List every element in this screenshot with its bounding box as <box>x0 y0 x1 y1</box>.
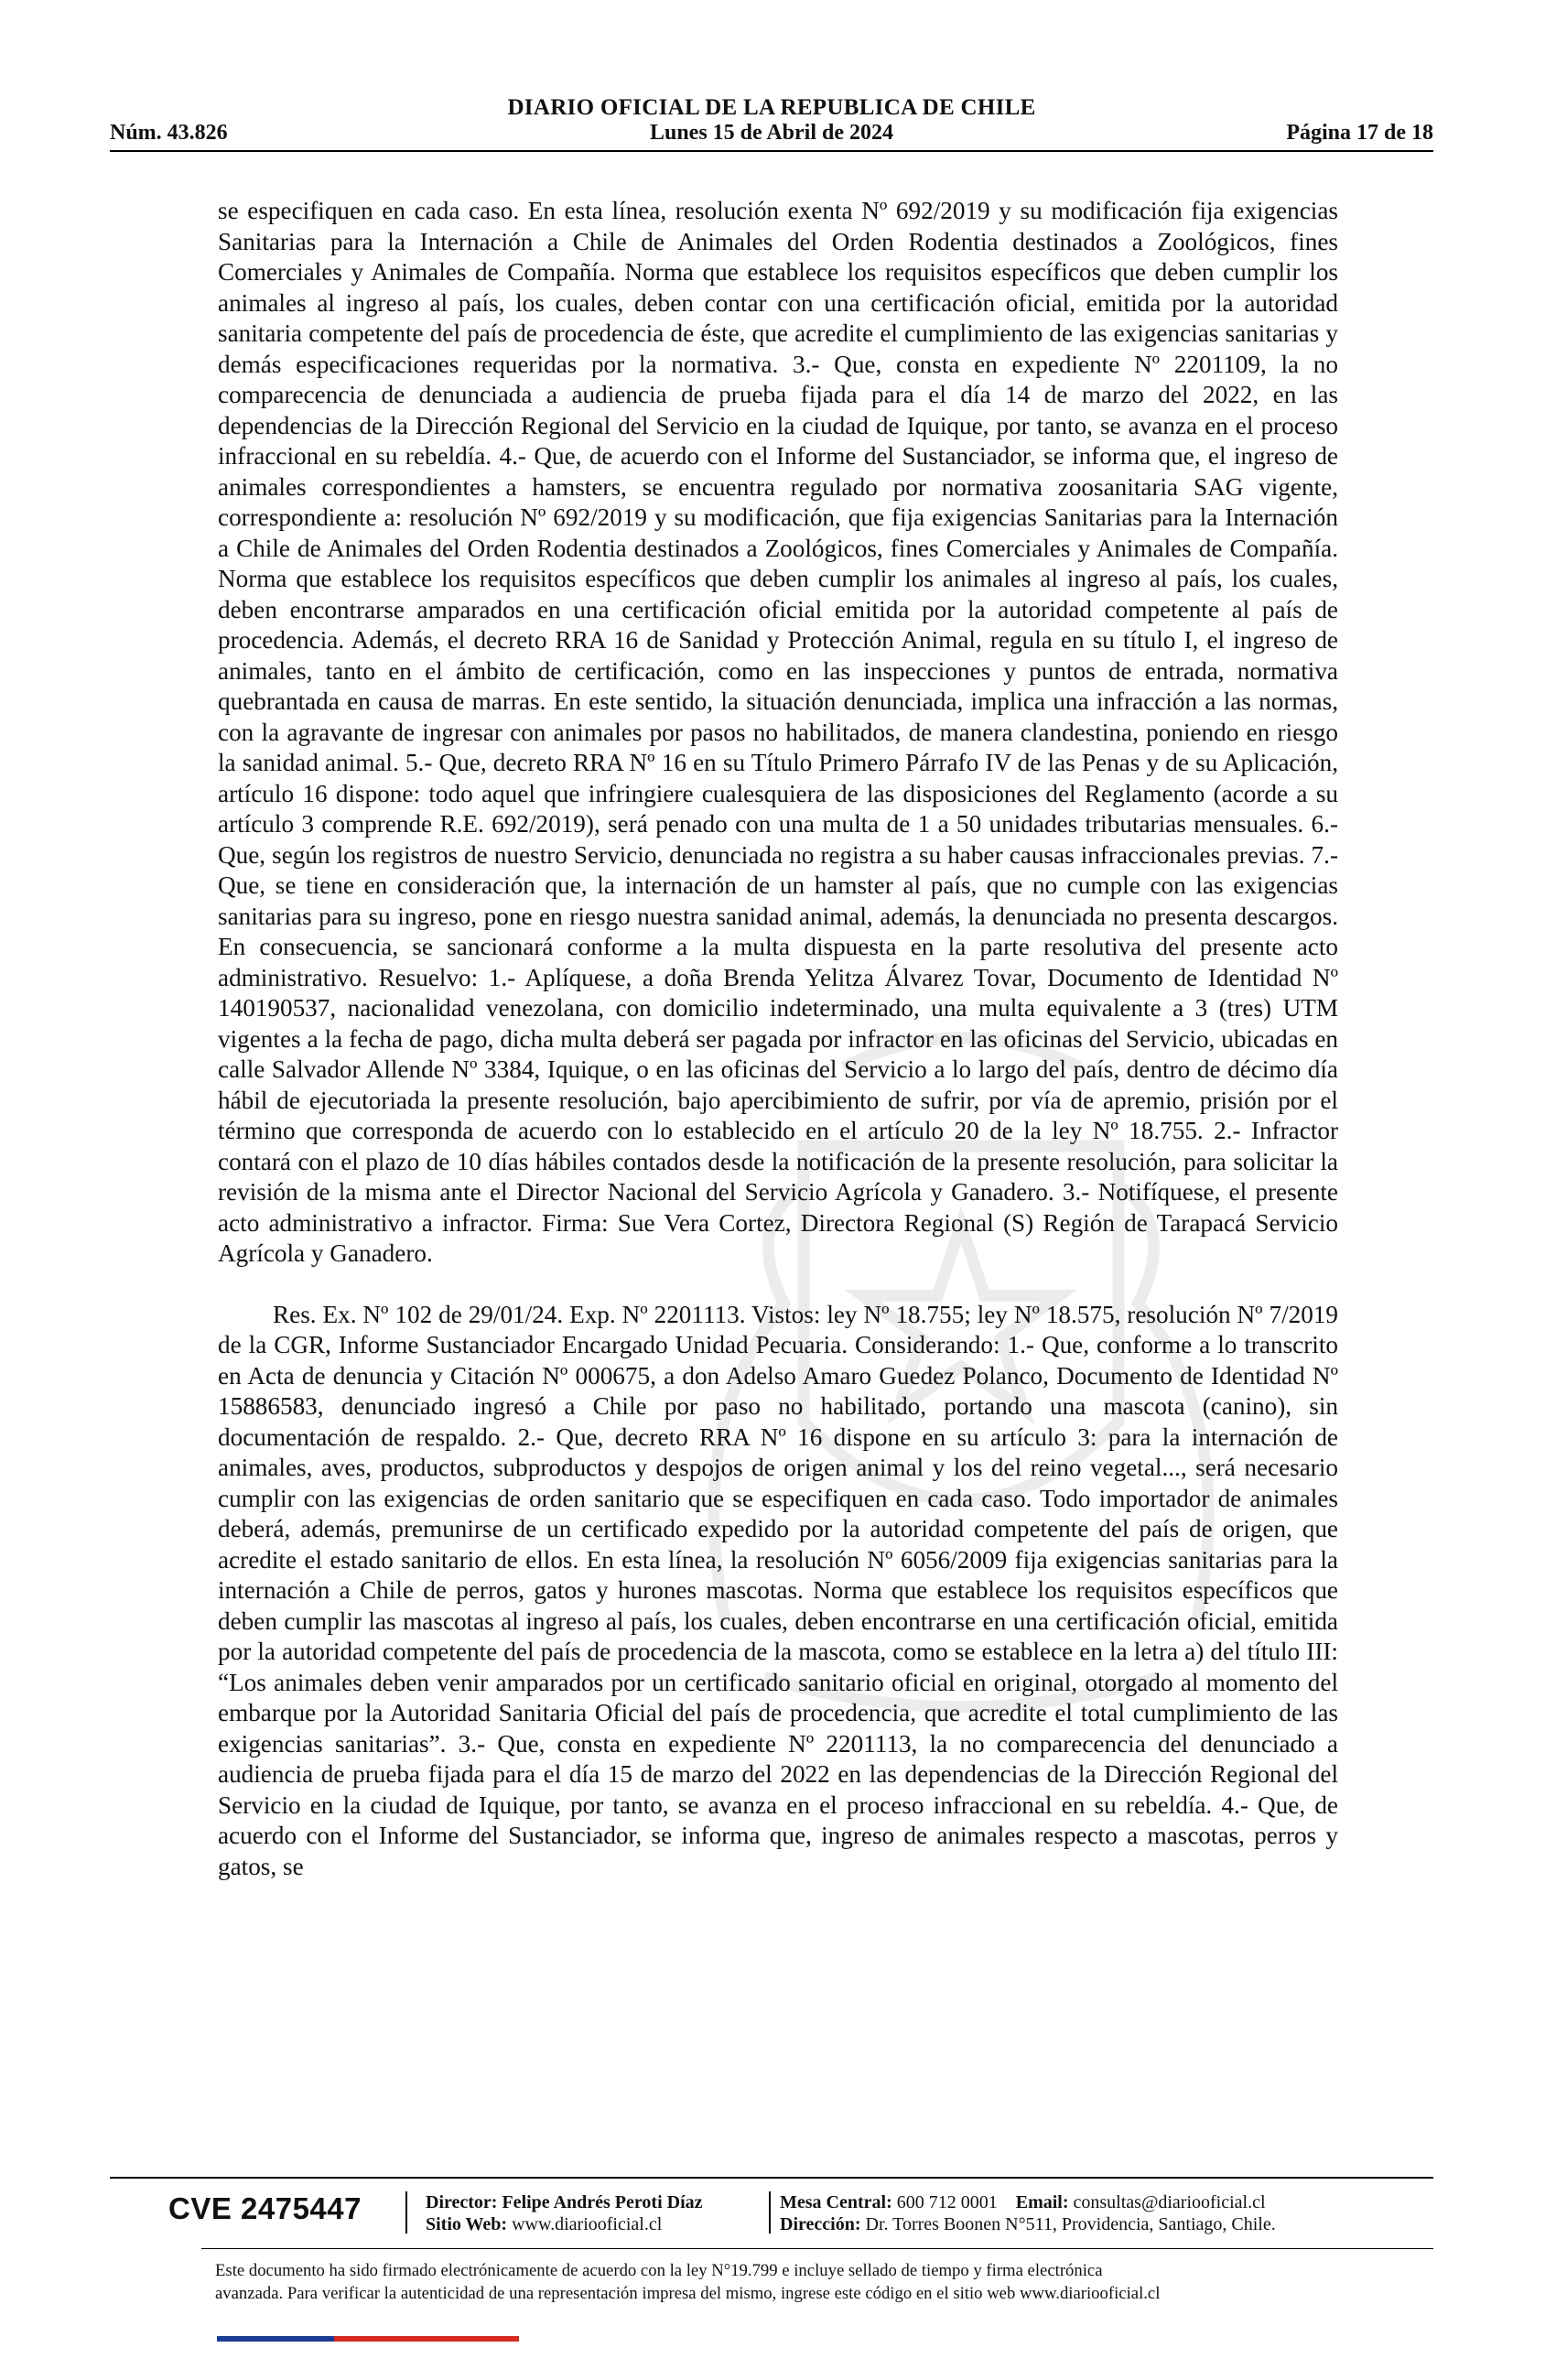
issue-number: Núm. 43.826 <box>110 121 228 145</box>
address-value: Dr. Torres Boonen N°511, Providencia, Santiago, Chile. <box>865 2214 1276 2234</box>
flag-blue-segment <box>217 2336 334 2342</box>
director-label: Director: <box>426 2192 498 2212</box>
page-number: Página 17 de 18 <box>1286 121 1433 145</box>
authenticity-notice <box>215 2259 1447 2305</box>
notice-line: Este documento ha sido firmado electrónicamente de acuerdo con la ley N°19.799 e incluye sellado de tiempo y firma electrónica <box>215 2261 1103 2280</box>
page-header <box>110 90 1433 154</box>
footer-thin-divider <box>201 2248 1433 2249</box>
body-paragraph: se especifiquen en cada caso. En esta línea, resolución exenta Nº 692/2019 y su modificación fija exigencias Sanitarias para la Internación a Chile de Animales del Orden Rodentia destinados a Zoológicos, fines Comerciales y Animales de Compañía. Norma que establece los requisitos específicos que deben cumplir los animales al ingreso al país, los cuales, deben contar con una certificación oficial, emitida por la autoridad sanitaria competente del país de procedencia de éste, que acredite el cumplimiento de las exigencias sanitarias y demás especificaciones requeridas por la normativa. 3.- Que, consta en expediente Nº 2201109, la no comparecencia de denunciada a audiencia de prueba fijada para el día 14 de marzo del 2022, en las dependencias de la Dirección Regional del Servicio en la ciudad de Iquique, por tanto, se avanza en el proceso infraccional en su rebeldía. 4.- Que, de acuerdo con el Informe del Sustanciador, se informa que, el ingreso de animales correspondientes a hamsters, se encuentra regulado por normativa zoosanitaria SAG vigente, correspondiente a: resolución Nº 692/2019 y su modificación, que fija exigencias Sanitarias para la Internación a Chile de Animales del Orden Rodentia destinados a Zoológicos, fines Comerciales y Animales de Compañía. Norma que establece los requisitos específicos que deben cumplir los animales al ingreso al país, los cuales, deben encontrarse amparados en una certificación oficial emitida por la autoridad competente al país de procedencia. Además, el decreto RRA 16 de Sanidad y Protección Animal, regula en su título I, el ingreso de animales, tanto en el ámbito de certificación, como en las inspecciones y puntos de entrada, normativa quebrantada en causa de marras. En este sentido, la situación denunciada, implica una infracción a las normas, con la agravante de ingresar con animales por pasos no habilitados, de manera clandestina, poniendo en riesgo la sanidad animal. 5.- Que, decreto RRA Nº 16 en su Título Primero Párrafo IV de las Penas y de su Aplicación, artículo 16 dispone: todo aquel que infringiere cualesquiera de las disposiciones del Reglamento (acorde a su artículo 3 comprende R.E. 692/2019), será penado con una multa de 1 a 50 unidades tributarias mensuales. 6.- Que, según los registros de nuestro Servicio, denunciada no registra a su haber causas infraccionales previas. 7.- Que, se tiene en consideración que, la internación de un hamster al país, que no cumple con las exigencias sanitarias para su ingreso, pone en riesgo nuestra sanidad animal, además, la denunciada no presenta descargos. En consecuencia, se sancionará conforme a la multa dispuesta en la parte resolutiva del presente acto administrativo. Resuelvo: 1.- Aplíquese, a doña Brenda Yelitza Álvarez Tovar, Documento de Identidad Nº 140190537, nacionalidad venezolana, con domicilio indeterminado, una multa equivalente a 3 (tres) UTM vigentes a la fecha de pago, dicha multa deberá ser pagada por infractor en las oficinas del Servicio, ubicadas en calle Salvador Allende Nº 3384, Iquique, o en las oficinas del Servicio a lo largo del país, dentro de décimo día hábil de ejecutoriada la presente resolución, bajo apercibimiento de sufrir, por vía de apremio, prisión por el término que corresponda de acuerdo con lo establecido en el artículo 20 de la ley Nº 18.755. 2.- Infractor contará con el plazo de 10 días hábiles contados desde la notificación de la presente resolución, para solicitar la revisión de la misma ante el Director Nacional del Servicio Agrícola y Ganadero. 3.- Notifíquese, el presente acto administrativo a infractor. Firma: Sue Vera Cortez, Directora Regional (S) Región de Tarapacá Servicio Agrícola y Ganadero. <box>218 197 1338 1267</box>
flag-stripe-icon <box>217 2336 519 2342</box>
site-label: Sitio Web: <box>426 2214 508 2234</box>
header-divider <box>110 150 1433 152</box>
flag-red-segment <box>334 2336 519 2342</box>
footer-separator <box>405 2191 407 2234</box>
body-paragraph: Res. Ex. Nº 102 de 29/01/24. Exp. Nº 2201113. Vistos: ley Nº 18.755; ley Nº 18.575, resolución Nº 7/2019 de la CGR, Informe Sustanciador Encargado Unidad Pecuaria. Considerando: 1.- Que, conforme a lo transcrito en Acta de denuncia y Citación Nº 000675, a don Adelso Amaro Guedez Polanco, Documento de Identidad Nº 15886583, denunciado ingresó a Chile por paso no habilitado, portando una mascota (canino), sin documentación de respaldo. 2.- Que, decreto RRA Nº 16 dispone en su artículo 3: para la internación de animales, aves, productos, subproductos y despojos de origen animal y los del reino vegetal..., será necesario cumplir con las exigencias de orden sanitario que se especifiquen en cada caso. Todo importador de animales deberá, además, premunirse de un certificado expedido por la autoridad competente del país de origen, que acredite el estado sanitario de ellos. En esta línea, la resolución Nº 6056/2009 fija exigencias sanitarias para la internación a Chile de perros, gatos y hurones mascotas. Norma que establece los requisitos específicos que deben cumplir las mascotas al ingreso al país, los cuales, deben encontrarse en una certificación oficial, emitida por la autoridad competente del país de procedencia de la mascota, como se establece en la letra a) del título III: “Los animales deben venir amparados por un certificado sanitario oficial en original, otorgado al momento del embarque por la Autoridad Sanitaria Oficial del país de procedencia, que acredite el total cumplimiento de las exigencias sanitarias”. 3.- Que, consta en expediente Nº 2201113, la no comparecencia del denunciado a audiencia de prueba fijada para el día 15 de marzo del 2022 en las dependencias de la Dirección Regional del Servicio en la ciudad de Iquique, por tanto, se avanza en el proceso infraccional en su rebeldía. 4.- Que, de acuerdo con el Informe del Sustanciador, se informa que, ingreso de animales respecto a mascotas, perros y gatos, se <box>218 1300 1338 1880</box>
cve-code: CVE 2475447 <box>168 2191 362 2225</box>
site-link[interactable]: www.diariooficial.cl <box>512 2214 663 2234</box>
issue-date: Lunes 15 de Abril de 2024 <box>649 121 894 145</box>
phone-value: 600 712 0001 <box>896 2192 998 2212</box>
notice-line: avanzada. Para verificar la autenticidad de una representación impresa del mismo, ingrese este código en el sitio web www.diariooficial.cl <box>215 2284 1161 2303</box>
document-body <box>218 196 1338 1882</box>
footer-separator <box>769 2191 771 2234</box>
page-footer <box>110 2177 1433 2378</box>
footer-contact-block <box>780 2191 1276 2235</box>
phone-label: Mesa Central: <box>780 2192 892 2212</box>
director-name: Felipe Andrés Peroti Díaz <box>502 2192 703 2212</box>
email-label: Email: <box>1015 2192 1069 2212</box>
footer-director-block <box>426 2191 703 2235</box>
email-link[interactable]: consultas@diariooficial.cl <box>1073 2192 1266 2212</box>
publication-title: DIARIO OFICIAL DE LA REPUBLICA DE CHILE <box>507 95 1036 120</box>
address-label: Dirección: <box>780 2214 861 2234</box>
footer-divider <box>110 2177 1433 2179</box>
